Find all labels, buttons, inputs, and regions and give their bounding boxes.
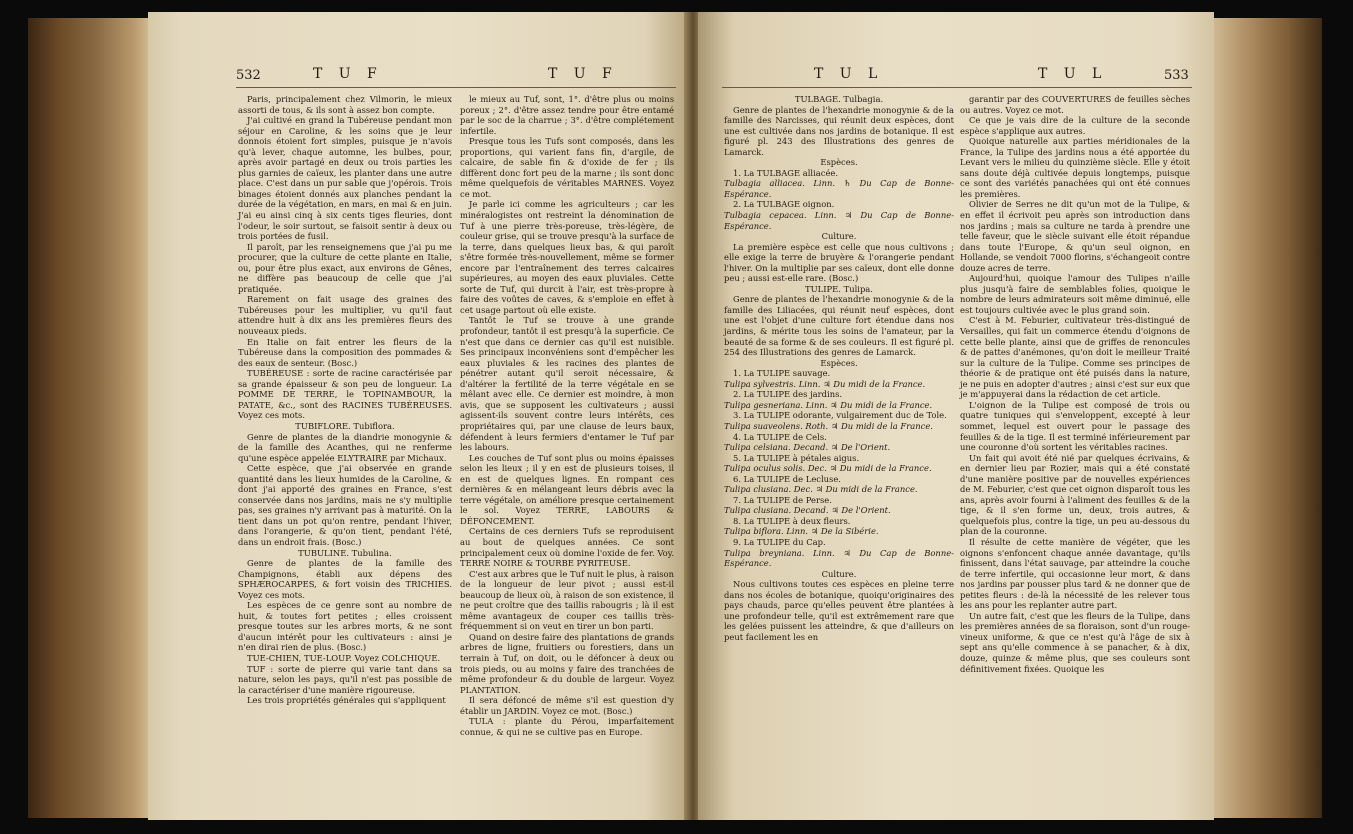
paragraph: Espèces. bbox=[820, 157, 858, 168]
paragraph: TULA : plante du Pérou, imparfaitement connue, & qui ne se cultive pas en Europe. bbox=[460, 716, 674, 737]
right-page-edges bbox=[1210, 18, 1322, 818]
page-number-left: 532 bbox=[236, 68, 261, 83]
page-number-right: 533 bbox=[1164, 68, 1189, 83]
paragraph: 2. La TULIPE des jardins. bbox=[733, 389, 843, 400]
paragraph: Paris, principalement chez Vilmorin, le mieux assorti de tous, & ils sont à assez bon compte. bbox=[238, 94, 452, 115]
paragraph: Il résulte de cette manière de végéter, que les oignons s'enfoncent chaque année davantage, qu'ils finissent, dans l'état sauvage, par atteindre la couche de terre infertile, qui occasionne leur mort, & dans nos jardins par pousser plus tard & ne donner que de petites fleurs : de-là la nécessité de les relever tous les ans pour les replanter autre part. bbox=[960, 536, 1190, 611]
paragraph: TULBAGE. Tulbagia. bbox=[794, 94, 884, 104]
running-head-right-a: T U L bbox=[814, 66, 884, 82]
paragraph: TUBULINE. Tubulina. bbox=[298, 547, 392, 558]
paragraph: 9. La TULIPE du Cap. bbox=[733, 536, 826, 547]
left-page-edges bbox=[28, 18, 153, 818]
paragraph: Genre de plantes de la famille des Champignons, établi aux dépens des SPHÆROCARPES, & fort voisin des TRICHIES. Voyez ces mots. bbox=[238, 558, 452, 600]
paragraph: Tulipa suaveolens. Roth. ♃ Du midi de la France. bbox=[724, 420, 933, 431]
paragraph: Les trois propriétés générales qui s'appliquent bbox=[247, 695, 446, 706]
paragraph: Tantôt le Tuf se trouve à une grande profondeur, tantôt il est presqu'à la superficie. Ce n'est que dans ce dernier cas qu'il est nuisible. Ses principaux inconvéniens sont d'empêcher les eaux pluviales & les racines des plantes de pénétrer autant qu'il seroit nécessaire, & d'altérer la fertilité de la terre végétale en se mêlant avec elle. Ce dernier est moindre, à mon avis, que se supposent les cultivateurs ; aussi agissent-ils souvent contre leurs intérêts, ces propriétaires qui, par une clause de leurs baux, défendent à leurs fermiers d'entamer le Tuf par les labours. bbox=[460, 315, 674, 453]
paragraph: Cette espèce, que j'ai observée en grande quantité dans les lieux humides de la Caroline, & dont j'ai apporté des graines en France, s'est conservée dans nos jardins, mais ne s'y multiplie pas, ses graines n'y arrivant pas à maturité. On la tient dans un pot qu'on rentre, pendant l'hiver, dans l'orangerie, & qu'on tient, pendant l'été, dans un endroit frais. (Bosc.) bbox=[238, 463, 452, 547]
paragraph: Tulipa biflora. Linn. ♃ De la Sibérie. bbox=[724, 526, 879, 537]
paragraph: Nous cultivons toutes ces espèces en pleine terre dans nos écoles de botanique, quoiqu'originaires des pays chauds, parce qu'elles peuvent être plantées à une profondeur telle, qu'il est extrêmement rare que les gelées puissent les atteindre, & que d'ailleurs on peut facilement les en bbox=[724, 579, 954, 642]
paragraph: TUF : sorte de pierre qui varie tant dans sa nature, selon les pays, qu'il n'est pas possible de la caractériser d'une manière rigoureuse. bbox=[238, 663, 452, 695]
paragraph: 5. La TULIPE à pétales aigus. bbox=[733, 452, 860, 463]
paragraph: La première espèce est celle que nous cultivons ; elle exige la terre de bruyère & l'orangerie pendant l'hiver. On la multiplie par ses caïeux, dont elle donne peu ; aussi est-elle rare. (Bosc.) bbox=[724, 241, 954, 284]
left-page-column-1 bbox=[238, 94, 452, 706]
paragraph: Un fait qui avoit été nié par quelques écrivains, & en dernier lieu par Rozier, mais qui a été constaté d'une manière positive par de nouvelles expériences de M. Feburier, c'est que cet oignon disparoît tous les ans, après avoir fourni à l'aliment des feuilles & de la tige, & il s'en forme un, deux, trois autres, & quelquefois plus, contre la tige, un peu au-dessous du plan de la couronne. bbox=[960, 452, 1190, 537]
paragraph: Je parle ici comme les agriculteurs ; car les minéralogistes ont restreint la dénomination de Tuf à une pierre très-poreuse, très-légère, de couleur grise, qui se trouve presqu'à la surface de la terre, dans quelques lieux bas, & qui paroît s'être formée très-nouvellement, même se former encore par l'entraînement des terres calcaires supérieures, au moyen des eaux pluviales. Cette sorte de Tuf, qui durcit à l'air, est très-propre à faire des voûtes de caves, & s'emploie en effet à cet usage partout où elle existe. bbox=[460, 199, 674, 315]
paragraph: TULIPE. Tulipa. bbox=[805, 283, 873, 294]
paragraph: Espèces. bbox=[820, 357, 858, 368]
left-page bbox=[148, 12, 688, 820]
paragraph: 1. La TULBAGE alliacée. bbox=[733, 167, 839, 178]
paragraph: 2. La TULBAGE oignon. bbox=[733, 199, 835, 210]
paragraph: 8. La TULIPE à deux fleurs. bbox=[733, 515, 851, 526]
paragraph: TUBIFLORE. Tubiflora. bbox=[295, 420, 395, 431]
paragraph: Tulbagia alliacea. Linn. ♄ Du Cap de Bonne-Espérance. bbox=[724, 178, 954, 199]
paragraph: 1. La TULIPE sauvage. bbox=[733, 368, 831, 379]
paragraph: Tulipa oculus solis. Dec. ♃ Du midi de la France. bbox=[724, 463, 932, 474]
paragraph: C'est à M. Feburier, cultivateur très-distingué de Versailles, qui fait un commerce étendu d'oignons de cette belle plante, ainsi que de griffes de renoncules & de pattes d'anémones, qu'on doit le meilleur Traité sur la culture de la Tulipe. Comme ses principes de théorie & de pratique ont été puisés dans la nature, je ne puis en adopter d'autres ; ainsi c'est sur eux que je m'appuyerai dans la rédaction de cet article. bbox=[960, 315, 1190, 400]
paragraph: Tulipa clusiana. Decand. ♃ De l'Orient. bbox=[724, 505, 891, 516]
paragraph: TUBÉREUSE : sorte de racine caractérisée par sa grande épaisseur & son peu de longueur. La POMME DE TERRE, le TOPINAMBOUR, la PATATE, &c., sont des RACINES TUBÉREUSES. Voyez ces mots. bbox=[238, 368, 452, 421]
right-page bbox=[698, 12, 1214, 820]
paragraph: 7. La TULIPE de Perse. bbox=[733, 494, 832, 505]
paragraph: Tulbagia cepacea. Linn. ♃ Du Cap de Bonne-Espérance. bbox=[724, 210, 954, 231]
paragraph: garantir par des COUVERTURES de feuilles sèches ou autres. Voyez ce mot. bbox=[960, 94, 1190, 115]
paragraph: Il paroît, par les renseignemens que j'ai pu me procurer, que la culture de cette plante en Italie, ou, pour être plus exact, aux environs de Gênes, ne diffère pas beaucoup de celle que j'ai pratiquée. bbox=[238, 241, 452, 294]
paragraph: 6. La TULIPE de Lecluse. bbox=[733, 473, 841, 484]
paragraph: Tulipa sylvestris. Linn. ♃ Du midi de la France. bbox=[724, 378, 926, 389]
paragraph: Certains de ces derniers Tufs se reproduisent au bout de quelques années. Ce sont principalement ceux où domine l'oxide de fer. Voy. TERRE NOIRE & TOURBE PYRITEUSE. bbox=[460, 526, 674, 569]
paragraph: 3. La TULIPE odorante, vulgairement duc de Tole. bbox=[733, 410, 947, 421]
left-page-column-2 bbox=[460, 94, 674, 737]
paragraph: Olivier de Serres ne dit qu'un mot de la Tulipe, & en effet il écrivoit peu après son introduction dans nos jardins ; mais sa culture ne tarda à prendre une telle faveur, que le siècle suivant elle étoit répandue dans toute l'Europe, & qu'un seul oignon, en Hollande, se vendoit 7000 florins, s'échangeoit contre douze acres de terre. bbox=[960, 199, 1190, 273]
paragraph: Genre de plantes de la diandrie monogynie & de la famille des Acanthes, qui ne renferme qu'une espèce appelée ELYTRAIRE par Michaux. bbox=[238, 431, 452, 463]
paragraph: Un autre fait, c'est que les fleurs de la Tulipe, dans les premières années de sa floraison, sont d'un rouge-vineux uniforme, & que ce n'est qu'à l'âge de six à sept ans qu'elle commence à se panacher, & à dix, douze, quinze & même plus, que ses couleurs sont définitivement fixées. Quoique les bbox=[960, 610, 1190, 674]
paragraph: le mieux au Tuf, sont, 1°. d'être plus ou moins poreux ; 2°. d'être assez tendre pour être entamé par le soc de la charrue ; 3°. d'être complétement infertile. bbox=[460, 94, 674, 136]
paragraph: Culture. bbox=[821, 568, 857, 579]
paragraph: En Italie on fait entrer les fleurs de la Tubéreuse dans la composition des pommades & des eaux de senteur. (Bosc.) bbox=[238, 336, 452, 368]
paragraph: Presque tous les Tufs sont composés, dans les proportions, qui varient fans fin, d'argile, de calcaire, de sable fin & d'oxide de fer ; ils diffèrent donc fort peu de la marne ; ils sont donc même quelquefois de véritables MARNES. Voyez ce mot. bbox=[460, 136, 674, 199]
paragraph: Genre de plantes de l'hexandrie monogynie & de la famille des Liliacées, qui réunit neuf espèces, dont une est l'objet d'une culture fort étendue dans nos jardins, & mérite tous les soins de l'amateur, par la beauté de sa forme & de ses couleurs. Il est figuré pl. 254 des Illustrations des genres de Lamarck. bbox=[724, 294, 954, 358]
header-rule-right bbox=[722, 87, 1192, 88]
paragraph: Tulipa clusiana. Dec. ♃ Du midi de la France. bbox=[724, 484, 918, 495]
paragraph: Les couches de Tuf sont plus ou moins épaisses selon les lieux ; il y en est de plusieurs toises, il en est de quelques lignes. En rompant ces dernières & en mélangeant leurs débris avec la terre végétale, on améliore presque certainement le sol. Voyez TERRE, LABOURS & DÉFONCEMENT. bbox=[460, 452, 674, 526]
paragraph: 4. La TULIPE de Cels. bbox=[733, 431, 827, 442]
paragraph: L'oignon de la Tulipe est composé de trois ou quatre tuniques qui s'enveloppent, excepté à leur sommet, lequel est ouvert pour le passage des feuilles & de la tige. Il est terminé inférieurement par une couronne d'où sortent les véritables racines. bbox=[960, 399, 1190, 453]
paragraph: TUE-CHIEN, TUE-LOUP. Voyez COLCHIQUE. bbox=[247, 652, 441, 663]
paragraph: Tulipa breyniana. Linn. ♃ Du Cap de Bonne-Espérance. bbox=[724, 547, 954, 569]
paragraph: Ce que je vais dire de la culture de la seconde espèce s'applique aux autres. bbox=[960, 115, 1190, 136]
paragraph: Quand on desire faire des plantations de grands arbres de ligne, fruitiers ou forestiers, dans un terrain à Tuf, on doit, ou le défoncer à deux ou trois pieds, ou au moins y faire des tranchées de même profondeur & du double de largeur. Voyez PLANTATION. bbox=[460, 631, 674, 695]
header-rule-left bbox=[236, 87, 676, 88]
paragraph: C'est aux arbres que le Tuf nuit le plus, à raison de la longueur de leur pivot ; aussi est-il beaucoup de lieux où, à raison de son existence, il ne peut croître que des taillis rabougris ; là il est même avantageux de couper ces taillis très-fréquemment si on veut en tirer un bon parti. bbox=[460, 568, 674, 632]
paragraph: Quoique naturelle aux parties méridionales de la France, la Tulipe des jardins nous a été apportée du Levant vers le milieu du quinzième siècle. Elle y étoit sans doute déjà cultivée depuis longtemps, puisque ce sont des variétés panachées qui ont été connues les premières. bbox=[960, 136, 1190, 199]
right-page-column-1 bbox=[724, 94, 954, 642]
paragraph: Tulipa gesneriana. Linn. ♃ Du midi de la France. bbox=[724, 399, 933, 410]
paragraph: J'ai cultivé en grand la Tubéreuse pendant mon séjour en Caroline, & les soins que je leur donnois étoient fort simples, puisque je n'avois qu'à lever, chaque automne, les bulbes, pour, après avoir partagé en deux ou trois parties les plus garnies de caïeux, les planter dans une autre place. C'est dans un pur sable que j'opérois. Trois binages étoient donnés aux planches pendant la durée de la végétation, en mars, en mai & en juin. J'ai eu ainsi cinq à six cents tiges fleuries, dont l'odeur, le soir surtout, se faisoit sentir à deux ou trois portées de fusil. bbox=[238, 115, 452, 242]
paragraph: Culture. bbox=[821, 231, 857, 242]
running-head-left-a: T U F bbox=[313, 66, 383, 82]
running-head-left-b: T U F bbox=[548, 66, 618, 82]
paragraph: Les espèces de ce genre sont au nombre de huit, & toutes fort petites ; elles croissent presque toutes sur les arbres morts, & ne sont d'aucun intérêt pour les cultivateurs : ainsi je n'en dirai rien de plus. (Bosc.) bbox=[238, 600, 452, 653]
paragraph: Il sera défoncé de même s'il est question d'y établir un JARDIN. Voyez ce mot. (Bosc.) bbox=[460, 695, 674, 716]
paragraph: Genre de plantes de l'hexandrie monogynie & de la famille des Narcisses, qui réunit deux espèces, dont une est cultivée dans nos jardins de botanique. Il est figuré pl. 243 des Illustrations des genres de Lamarck. bbox=[724, 104, 954, 157]
paragraph: Rarement on fait usage des graines des Tubéreuses pour les multiplier, vu qu'il faut attendre huit à dix ans les premières fleurs des nouveaux pieds. bbox=[238, 294, 452, 337]
right-page-column-2 bbox=[960, 94, 1190, 674]
paragraph: Tulipa celsiana. Decand. ♃ De l'Orient. bbox=[724, 442, 891, 453]
paragraph: Aujourd'hui, quoique l'amour des Tulipes n'aille plus jusqu'à faire de semblables folies, quoique le nombre de leurs admirateurs soit même diminué, elle est toujours cultivée avec le plus grand soin. bbox=[960, 273, 1190, 315]
running-head-right-b: T U L bbox=[1038, 66, 1108, 82]
